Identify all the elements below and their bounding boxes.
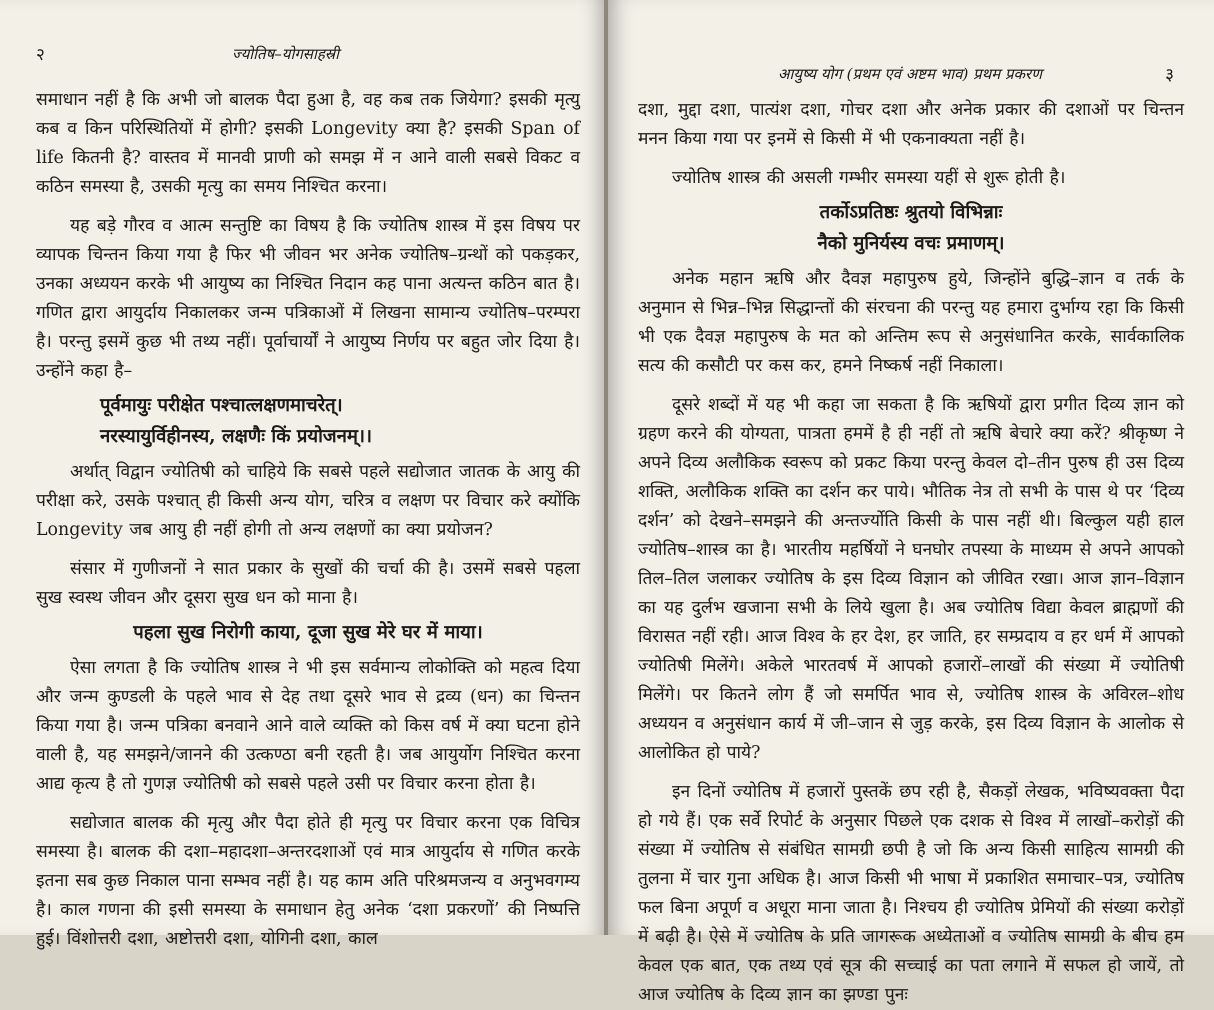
right-running-header: आयुष्य योग (प्रथम एवं अष्टम भाव) प्रथम प्रकरण	[778, 65, 1042, 83]
left-page	[0, 0, 606, 949]
left-paragraph-4: संसार में गुणीजनों ने सात प्रकार के सुखों की चर्चा की है। उसमें सबसे पहला सुख स्वस्थ जीवन और दूसरा सुख धन को माना है।	[36, 559, 580, 608]
right-paragraph-4: दूसरे शब्दों में यह भी कहा जा सकता है कि ऋषियों द्वारा प्रगीत दिव्य ज्ञान को ग्रहण करने की योग्यता, पात्रता हममें है ही नहीं तो ऋषि बेचारे क्या करें? श्रीकृष्ण ने अपने दिव्य अलौकिक स्वरूप को प्रकट किया परन्तु केवल दो–तीन पुरुष ही उस दिव्य शक्ति, अलौकिक शक्ति का दर्शन कर पाये। भौतिक नेत्र तो सभी के पास थे पर ‘दिव्य दर्शन’ को देखने–समझने की अन्तर्ज्योति किसी के पास नहीं थी। बिल्कुल यही हाल ज्योतिष–शास्त्र का है। भारतीय महर्षियों ने घनघोर तपस्या के माध्यम से अपने आपको तिल–तिल जलाकर ज्योतिष के इस दिव्य विज्ञान को जीवित रखा। आज ज्ञान–विज्ञान का यह दुर्लभ खजाना सभी के लिये खुला है। अब ज्योतिष विद्या केवल ब्राह्मणों की विरासत नहीं रही। आज विश्व के हर देश, हर जाति, हर सम्प्रदाय व हर धर्म में आपको ज्योतिषी मिलेंगे। अकेले भारतवर्ष में आपको हजारों–लाखों की संख्या में ज्योतिषी मिलेंगे। पर कितने लोग हैं जो समर्पित भाव से, ज्योतिष शास्त्र के अविरल–शोध अध्ययन व अनुसंधान कार्य में जी–जान से जुड़ करके, इस दिव्य विज्ञान के आलोक से आलोकित हो पाये?	[638, 395, 1184, 763]
right-verse-1-line-1: तर्कोऽप्रतिष्ठः श्रुतयो विभिन्नाः	[819, 202, 1003, 223]
left-paragraph-3: अर्थात् विद्वान ज्योतिषी को चाहिये कि सबसे पहले सद्योजात जातक के आयु की परीक्षा करे, उसके पश्चात् ही किसी अन्य योग, चरित्र व लक्षण पर विचार करे क्योंकि Longevity जब आयु ही नहीं होगी तो अन्य लक्षणों का क्या प्रयोजन?	[36, 462, 580, 540]
left-page-body	[36, 86, 580, 954]
right-paragraph-1: दशा, मुद्दा दशा, पात्यंश दशा, गोचर दशा और अनेक प्रकार की दशाओं पर चिन्तन मनन किया गया पर इनमें से किसी में भी एकनाक्यता नहीं है।	[638, 100, 1184, 149]
left-verse-1-line-2: नरस्यायुर्विहीनस्य, लक्षणैः किं प्रयोजनम्।।	[100, 426, 372, 447]
right-page-body	[638, 96, 1184, 1010]
left-verse-1-line-1: पूर्वमायुः परीक्षेत पश्चात्लक्षणमाचरेत्।	[100, 395, 343, 416]
left-verse-2: पहला सुख निरोगी काया, दूजा सुख मेरे घर में माया।	[133, 622, 483, 643]
right-verse-1-line-2: नैको मुनिर्यस्य वचः प्रमाणम्।	[817, 233, 1005, 254]
left-page-number: २	[36, 45, 45, 65]
left-paragraph-1: समाधान नहीं है कि अभी जो बालक पैदा हुआ है, वह कब तक जियेगा? इसकी मृत्यु कब व किन परिस्थितियों में होगी? इसकी Longevity क्या है? इसकी Span of life कितनी है? वास्तव में मानवी प्राणी को समझ में न आने वाली सबसे विकट व कठिन समस्या है, उसकी मृत्यु का समय निश्चित करना।	[36, 90, 580, 197]
left-paragraph-2: यह बड़े गौरव व आत्म सन्तुष्टि का विषय है कि ज्योतिष शास्त्र में इस विषय पर व्यापक चिन्तन किया गया है फिर भी जीवन भर अनेक ज्योतिष–ग्रन्थों को पकड़कर, उनका अध्ययन करके भी आयुष्य का निश्चित निदान कह पाना अत्यन्त कठिन बात है। गणित द्वारा आयुर्दाय निकालकर जन्म पत्रिकाओं में लिखना सामान्य ज्योतिष–परम्परा है। परन्तु इसमें कुछ भी तथ्य नहीं। पूर्वाचार्यों ने आयुष्य निर्णय पर बहुत जोर दिया है। उन्होंने कहा है–	[36, 216, 580, 381]
right-paragraph-2: ज्योतिष शास्त्र की असली गम्भीर समस्या यहीं से शुरू होती है।	[672, 168, 1066, 188]
right-paragraph-5: इन दिनों ज्योतिष में हजारों पुस्तकें छप रही है, सैकड़ों लेखक, भविष्यवक्ता पैदा हो गये हैं। एक सर्वे रिपोर्ट के अनुसार पिछले एक दशक से विश्व में लाखों–करोड़ों की संख्या में ज्योतिष से संबंधित सामग्री छपी है जो कि अन्य किसी साहित्य सामग्री की तुलना में चार गुना अधिक है। आज किसी भी भाषा में प्रकाशित समाचार–पत्र, ज्योतिष फल बिना अपूर्ण व अधूरा माना जाता है। निश्चय ही ज्योतिष प्रेमियों की संख्या करोड़ों में बढ़ी है। ऐसे में ज्योतिष के प्रति जागरूक अध्येताओं व ज्योतिष सामग्री के बीच हम केवल एक बात, एक तथ्य एवं सूत्र की सच्चाई का पता लगाने में सफल हो जायें, तो आज ज्योतिष के दिव्य ज्ञान का झण्डा पुनः	[638, 782, 1184, 1005]
right-page	[608, 0, 1214, 1005]
right-paragraph-3: अनेक महान ऋषि और दैवज्ञ महापुरुष हुये, जिन्होंने बुद्धि–ज्ञान व तर्क के अनुमान से भिन्न–भिन्न सिद्धान्तों की संरचना की परन्तु यह हमारा दुर्भाग्य रहा कि किसी भी एक दैवज्ञ महापुरुष के मत को अन्तिम रूप से अनुसंधानित करके, सार्वकालिक सत्य की कसौटी पर कस कर, हमने निष्कर्ष नहीं निकाला।	[638, 269, 1184, 376]
left-running-header: ज्योतिष–योगसाहस्री	[232, 45, 339, 63]
left-verse-1	[36, 390, 580, 452]
left-paragraph-5: ऐसा लगता है कि ज्योतिष शास्त्र ने भी इस सर्वमान्य लोकोक्ति को महत्व दिया और जन्म कुण्डली के पहले भाव से देह तथा दूसरे भाव से द्रव्य (धन) का चिन्तन किया गया है। जन्म पत्रिका बनवाने आने वाले व्यक्ति को किस वर्ष में क्या घटना होने वाली है, यह समझने/जानने की उत्कण्ठा बनी रहती है। जब आयुर्योग निश्चित करना आद्य कृत्य है तो गुणज्ञ ज्योतिषी को सबसे पहले उसी पर विचार करना होता है।	[36, 658, 580, 794]
left-paragraph-6: सद्योजात बालक की मृत्यु और पैदा होते ही मृत्यु पर विचार करना एक विचित्र समस्या है। बालक की दशा–महादशा–अन्तरदशाओं एवं मात्र आयुर्दाय से गणित करके इतना सब कुछ निकाल पाना सम्भव नहीं है। यह काम अति परिश्रमजन्य व अनुभवगम्य है। काल गणना की इसी समस्या के समाधान हेतु अनेक ‘दशा प्रकरणों’ की निष्पत्ति हुई। विंशोत्तरी दशा, अष्टोत्तरी दशा, योगिनी दशा, काल	[36, 813, 580, 949]
right-verse-1	[638, 197, 1184, 259]
right-page-number: ३	[1165, 65, 1174, 85]
